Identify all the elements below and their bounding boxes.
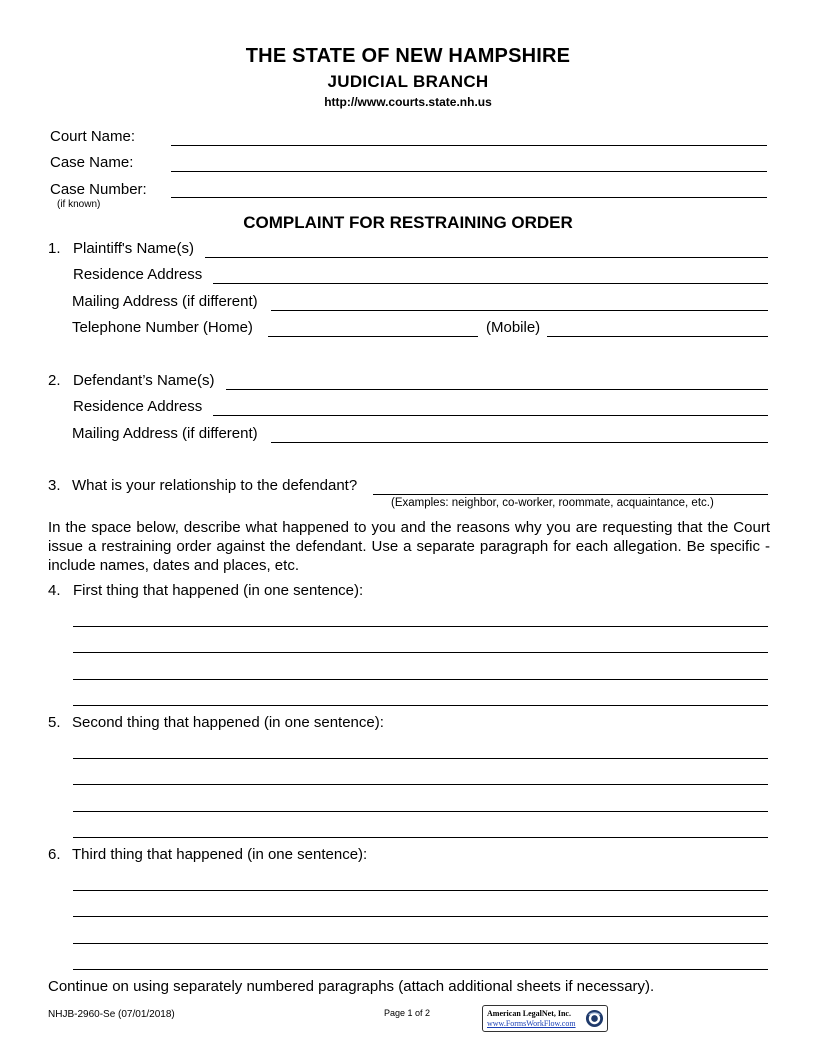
relationship-field[interactable] <box>373 494 768 495</box>
case-name-label: Case Name: <box>50 154 134 171</box>
plaintiff-name-field[interactable] <box>205 257 768 258</box>
defendant-residence-field[interactable] <box>213 415 768 416</box>
relationship-question: What is your relationship to the defendant? <box>72 477 358 494</box>
form-id: NHJB-2960-Se (07/01/2018) <box>48 1009 175 1020</box>
section-6-line[interactable] <box>73 890 768 891</box>
case-name-field[interactable] <box>171 171 767 172</box>
plaintiff-phone-mobile-field[interactable] <box>547 336 768 337</box>
defendant-name-label: Defendant’s Name(s) <box>73 372 215 389</box>
section-5-label: Second thing that happened (in one sentence): <box>72 714 384 731</box>
plaintiff-mailing-label: Mailing Address (if different) <box>72 293 258 310</box>
court-name-field[interactable] <box>171 145 767 146</box>
instructions-paragraph: In the space below, describe what happened to you and the reasons why you are requesting that the Court issue a restraining order against the defendant. Use a separate paragraph for each allegation. Be specific - include names, dates and places, etc. <box>48 519 770 574</box>
section-5-line[interactable] <box>73 758 768 759</box>
section-1-number: 1. <box>48 240 61 257</box>
globe-icon <box>585 1009 604 1028</box>
section-4-line[interactable] <box>73 652 768 653</box>
section-4-line[interactable] <box>73 705 768 706</box>
plaintiff-residence-field[interactable] <box>213 283 768 284</box>
section-4-line[interactable] <box>73 679 768 680</box>
defendant-name-field[interactable] <box>226 389 768 390</box>
continue-note: Continue on using separately numbered paragraphs (attach additional sheets if necessary). <box>48 978 655 995</box>
plaintiff-residence-label: Residence Address <box>73 266 203 283</box>
plaintiff-phone-home-label: Telephone Number (Home) <box>72 319 253 336</box>
defendant-mailing-label: Mailing Address (if different) <box>72 425 258 442</box>
if-known-note: (if known) <box>57 199 101 210</box>
section-4-label: First thing that happened (in one sentence): <box>73 582 364 599</box>
form-title: COMPLAINT FOR RESTRAINING ORDER <box>243 213 573 232</box>
logo-website-link[interactable]: www.FormsWorkFlow.com <box>487 1019 576 1028</box>
judicial-branch-title: JUDICIAL BRANCH <box>327 72 489 91</box>
page-number: Page 1 of 2 <box>384 1008 431 1018</box>
defendant-residence-label: Residence Address <box>73 398 203 415</box>
section-6-line[interactable] <box>73 916 768 917</box>
plaintiff-mailing-field[interactable] <box>271 310 768 311</box>
logo-company-name: American LegalNet, Inc. <box>487 1009 571 1018</box>
plaintiff-phone-home-field[interactable] <box>268 336 478 337</box>
section-3-number: 3. <box>48 477 61 494</box>
plaintiff-phone-mobile-label: (Mobile) <box>486 319 541 336</box>
case-number-label: Case Number: <box>50 181 147 198</box>
section-5-line[interactable] <box>73 811 768 812</box>
section-4-line[interactable] <box>73 626 768 627</box>
section-4-number: 4. <box>48 582 61 599</box>
section-5-number: 5. <box>48 714 61 731</box>
section-5-line[interactable] <box>73 784 768 785</box>
court-name-label: Court Name: <box>50 128 136 145</box>
section-2-number: 2. <box>48 372 61 389</box>
relationship-examples: (Examples: neighbor, co-worker, roommate, acquaintance, etc.) <box>391 497 714 509</box>
court-website-url: http://www.courts.state.nh.us <box>324 95 492 109</box>
defendant-mailing-field[interactable] <box>271 442 768 443</box>
section-6-line[interactable] <box>73 969 768 970</box>
legalnet-logo[interactable] <box>482 1005 608 1032</box>
plaintiff-name-label: Plaintiff's Name(s) <box>73 240 194 257</box>
case-number-field[interactable] <box>171 197 767 198</box>
section-5-line[interactable] <box>73 837 768 838</box>
state-title: THE STATE OF NEW HAMPSHIRE <box>245 45 571 67</box>
section-6-label: Third thing that happened (in one sentence): <box>72 846 368 863</box>
section-6-line[interactable] <box>73 943 768 944</box>
section-6-number: 6. <box>48 846 61 863</box>
